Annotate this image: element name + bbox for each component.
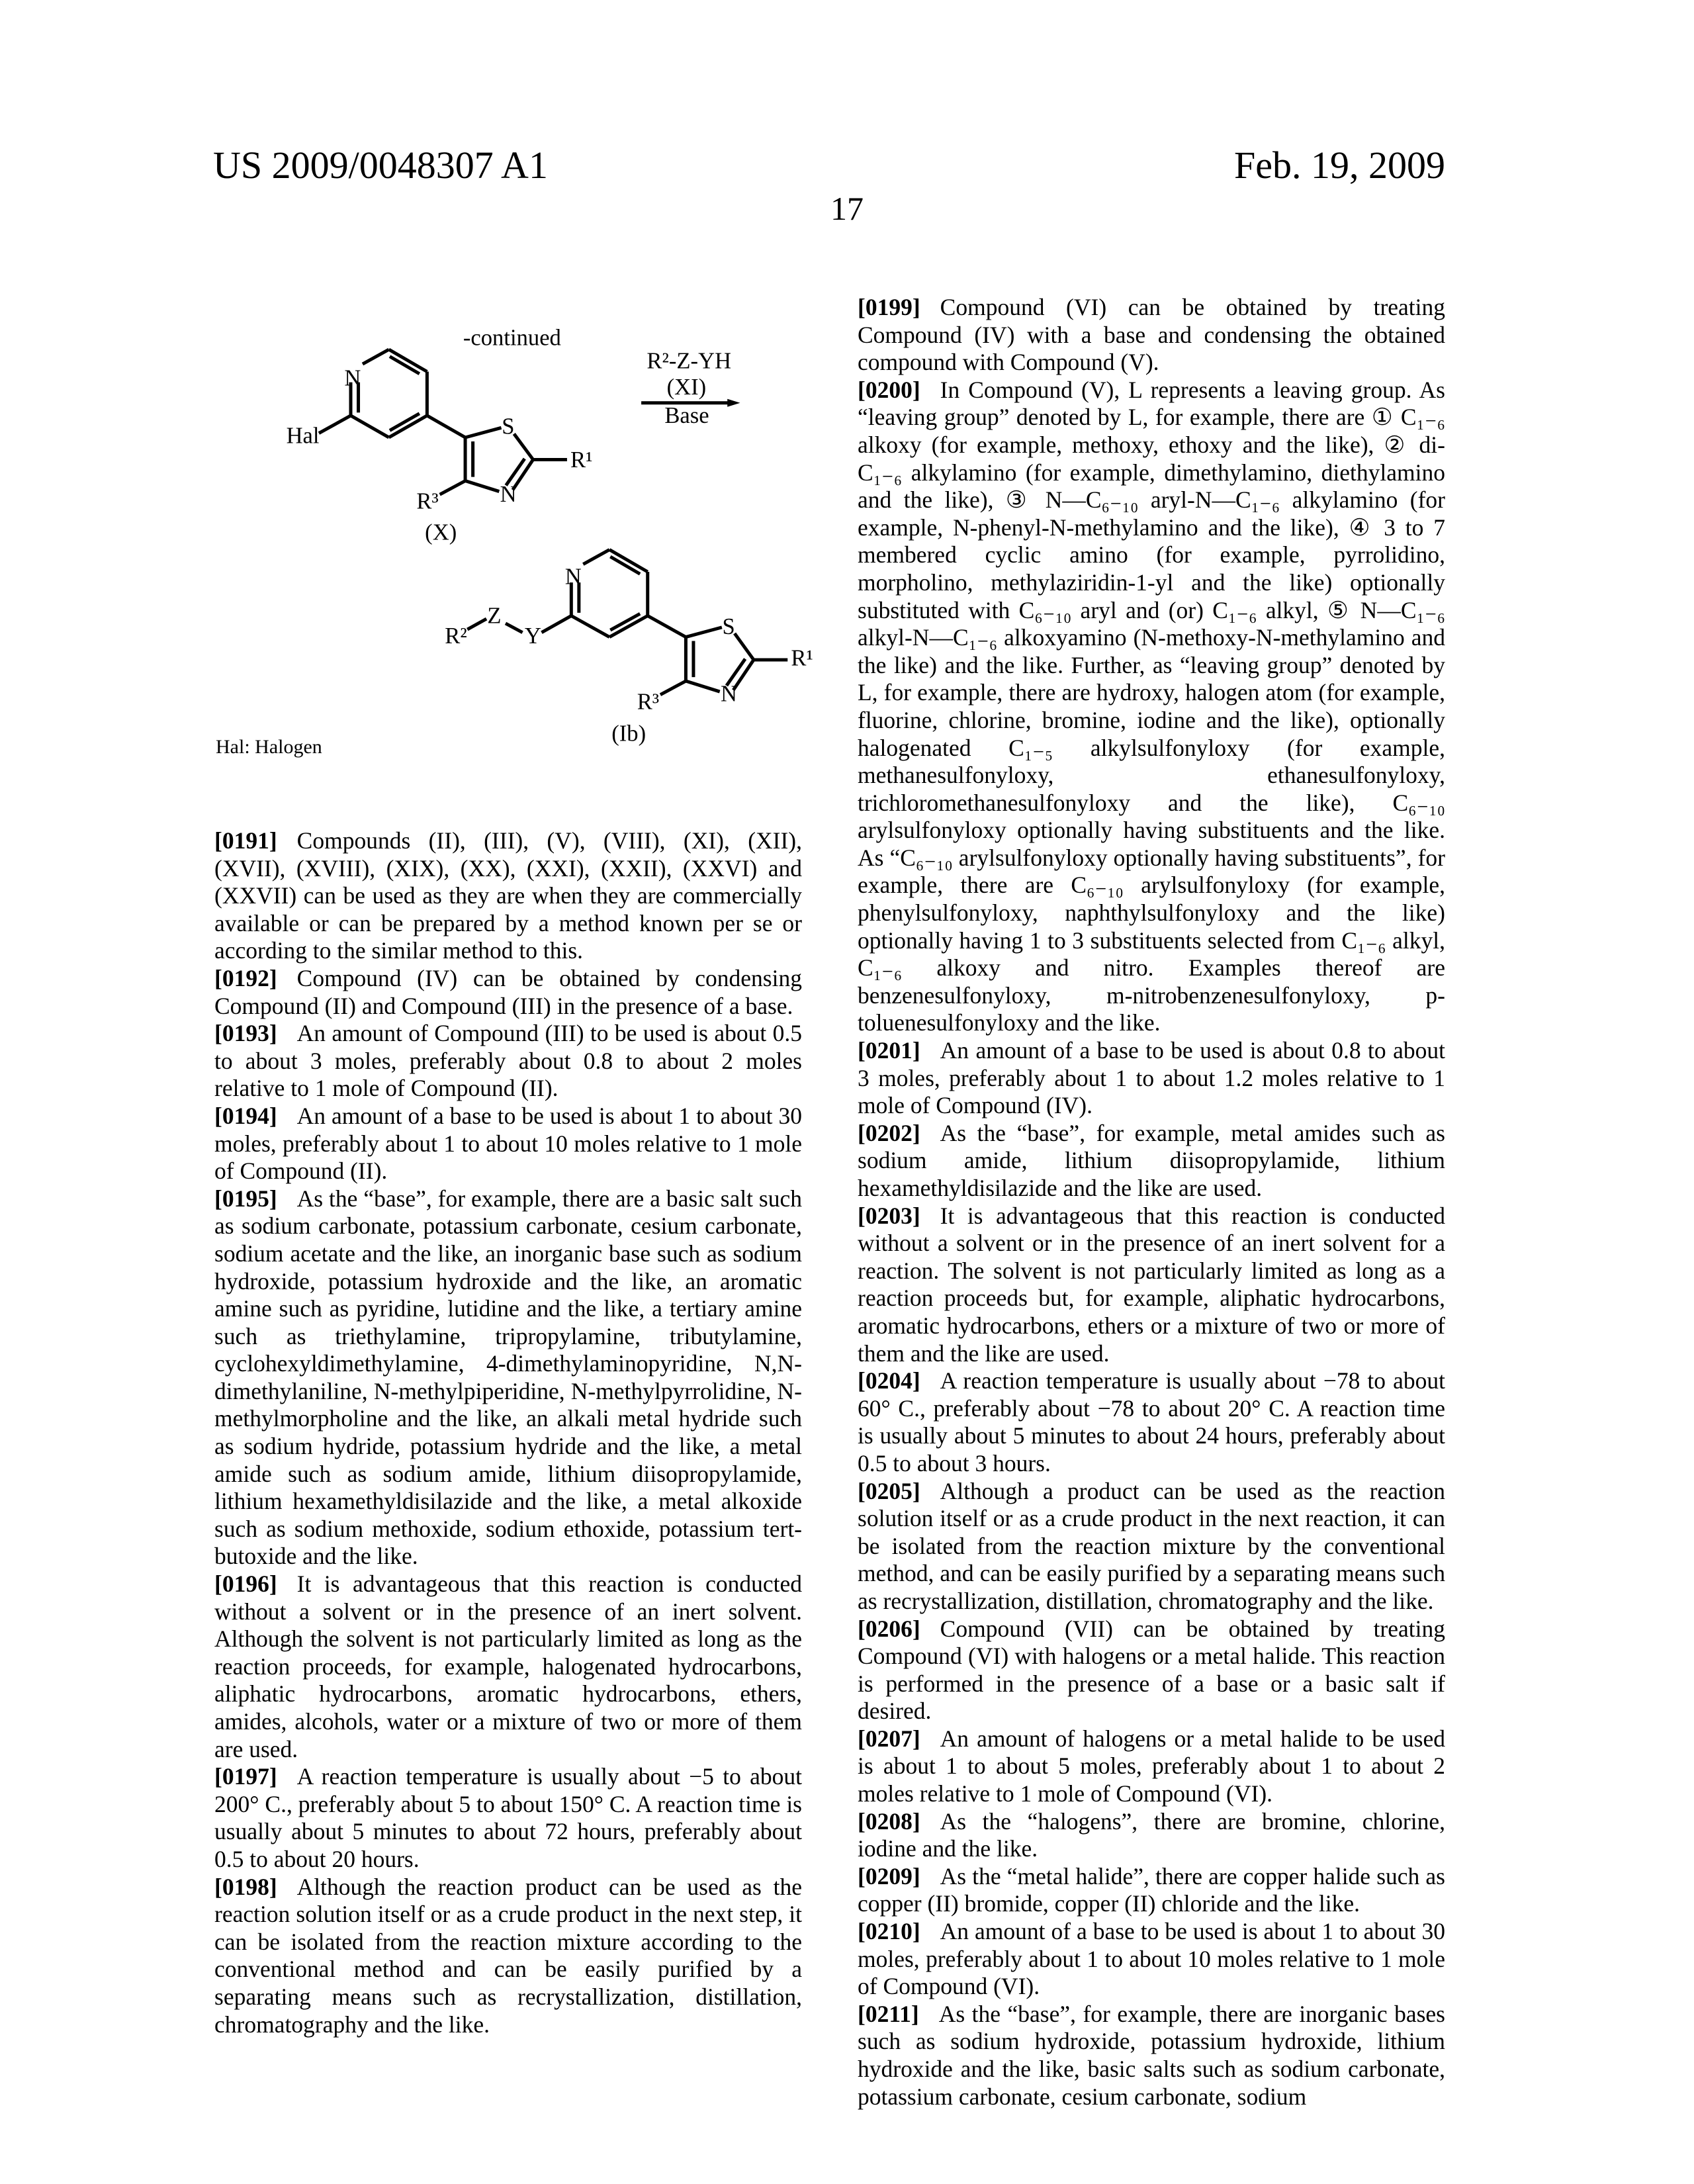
paragraph-number: [0204] <box>858 1367 920 1394</box>
paragraph-number: [0210] <box>858 1918 920 1944</box>
paragraph-number: [0195] <box>214 1185 277 1212</box>
continued-label: -continued <box>463 325 561 350</box>
bond-lines <box>319 349 787 695</box>
publication-date: Feb. 19, 2009 <box>1234 144 1445 187</box>
compound-x-label: (X) <box>425 520 457 545</box>
paragraph <box>214 1103 802 1185</box>
condition-label: Base <box>664 403 709 428</box>
paragraph <box>858 1478 1445 1615</box>
atom-s: S <box>723 614 735 639</box>
paragraph <box>858 1808 1445 1863</box>
paragraph-text: Although a product can be used as the reaction solution itself or as a crude product in the next reaction, it can be isolated from the reaction mixture by the conventional method, and can be easily purified by a separating means such as recrystallization, distillation, chromatography and the like. <box>858 1478 1445 1614</box>
atom-s: S <box>502 414 514 439</box>
paragraph-text: As the “base”, for example, there are inorganic bases such as sodium hydroxide, potassium hydroxide, lithium hydroxide and the like, basic salts such as sodium carbonate, potassium carbonate, cesium carbonate, sodium <box>858 2001 1445 2110</box>
paragraph-number: [0207] <box>858 1725 920 1752</box>
atom-n: N <box>565 564 582 589</box>
paragraph-text: A reaction temperature is usually about −78 to about 60° C., preferably about −78 to about 20° C. A reaction time is usually about 5 minutes to about 24 hours, preferably about 0.5 to about 3 hours. <box>858 1367 1445 1477</box>
paragraph <box>214 1874 802 2039</box>
paragraph-text: Although the reaction product can be used as the reaction solution itself or as a crude product in the next step, it can be isolated from the reaction mixture according to the conventional method and can be easily purified by a separating means such as recrystallization, distillation, chromatography and the like. <box>214 1874 802 2038</box>
paragraph-text: A reaction temperature is usually about −5 to about 200° C., preferably about 5 to about 150° C. A reaction time is usually about 5 minutes to about 72 hours, preferably about 0.5 to about 20 hours. <box>214 1763 802 1872</box>
atom-r3: R³ <box>637 689 659 714</box>
paragraph-number: [0197] <box>214 1763 277 1790</box>
paragraph <box>214 1570 802 1763</box>
paragraph-text: Compound (VII) can be obtained by treating Compound (VI) with halogens or a metal halide. This reaction is performed in the presence of a base or a basic salt if desired. <box>858 1615 1445 1725</box>
atom-z: Z <box>487 603 501 628</box>
paragraph-text: Compound (VI) can be obtained by treating Compound (IV) with a base and condensing the obtained compound with Compound (V). <box>858 294 1445 375</box>
paragraph <box>858 1863 1445 1918</box>
paragraph-text: As the “halogens”, there are bromine, chlorine, iodine and the like. <box>858 1808 1445 1862</box>
paragraph-text: An amount of a base to be used is about 0.8 to about 3 moles, preferably about 1 to about 1.2 moles relative to 1 mole of Compound (IV). <box>858 1037 1445 1118</box>
paragraph-number: [0193] <box>214 1020 277 1046</box>
reaction-scheme <box>185 291 847 768</box>
paragraph-number: [0211] <box>858 2001 919 2027</box>
reagent-label: R²-Z-YH <box>646 349 731 374</box>
paragraph-number: [0200] <box>858 377 920 403</box>
paragraph-text: It is advantageous that this reaction is conducted without a solvent or in the presence of an inert solvent for a reaction. The solvent is not particularly limited as long as a reaction proceeds but, for example, aliphatic hydrocarbons, aromatic hydrocarbons, ethers or a mixture of two or more of them and the like are used. <box>858 1203 1445 1367</box>
paragraph-number: [0208] <box>858 1808 920 1835</box>
arrow-head-icon <box>727 399 740 407</box>
paragraph-number: [0196] <box>214 1570 277 1597</box>
paragraph-text: An amount of Compound (III) to be used is about 0.5 to about 3 moles, preferably about 0.8 to about 2 moles relative to 1 mole of Compound (II). <box>214 1020 802 1101</box>
paragraph <box>858 1037 1445 1120</box>
paragraph-text: As the “metal halide”, there are copper halide such as copper (II) bromide, copper (II) chloride and the like. <box>858 1863 1445 1917</box>
left-column <box>214 827 802 2038</box>
paragraph-text: As the “base”, for example, there are a basic salt such as sodium carbonate, potassium carbonate, cesium carbonate, sodium acetate and the like, an inorganic base such as sodium hydroxide, potassium hydroxide and the like, an aromatic amine such as pyridine, lutidine and the like, a tertiary amine such as triethylamine, tripropylamine, tributylamine, cyclohexyldimethylamine, 4-dimethylaminopyridine, N,N-dimethylaniline, N-methylpiperidine, N-methylpyrrolidine, N-methylmorpholine and the like, an alkali metal hydride such as sodium hydride, potassium hydride and the like, a metal amide such as sodium amide, lithium diisopropylamide, lithium hexamethyldisilazide and the like, a metal alkoxide such as sodium methoxide, sodium ethoxide, potassium tert-butoxide and the like. <box>214 1185 802 1570</box>
paragraph <box>214 1763 802 1873</box>
paragraph-number: [0205] <box>858 1478 920 1504</box>
paragraph <box>214 1020 802 1103</box>
paragraph-number: [0201] <box>858 1037 920 1064</box>
compound-ib-label: (Ib) <box>611 721 646 747</box>
paragraph <box>858 1120 1445 1203</box>
paragraph-number: [0206] <box>858 1615 920 1642</box>
atom-n: N <box>344 365 361 390</box>
page-number: 17 <box>0 189 1694 228</box>
paragraph-number: [0199] <box>858 294 920 320</box>
paragraph-text: An amount of halogens or a metal halide to be used is about 1 to about 5 moles, preferably about 1 to about 2 moles relative to 1 mole of Compound (VI). <box>858 1725 1445 1807</box>
atom-y: Y <box>525 623 541 649</box>
paragraph-text: An amount of a base to be used is about 1 to about 30 moles, preferably about 1 to about 10 moles relative to 1 mole of Compound (II). <box>214 1103 802 1184</box>
paragraph-number: [0198] <box>214 1874 277 1900</box>
paragraph-number: [0203] <box>858 1203 920 1229</box>
paragraph <box>858 377 1445 1037</box>
paragraph-number: [0194] <box>214 1103 277 1129</box>
paragraph <box>214 1185 802 1570</box>
atom-n: N <box>721 681 737 706</box>
paragraph-text: In Compound (V), L represents a leaving group. As “leaving group” denoted by L, for example, there are ① C₁₋₆ alkoxy (for example, methoxy, ethoxy and the like), ② di-C₁₋₆ alkylamino (for example, dimethylamino, diethylamino and the like), ③ N—C₆₋₁₀ aryl-N—C₁₋₆ alkylamino (for example, N-phenyl-N-methylamino and the like), ④ 3 to 7 membered cyclic amino (for example, pyrrolidino, morpholino, methylaziridin-1-yl and the like) optionally substituted with C₆₋₁₀ aryl and (or) C₁₋₆ alkyl, ⑤ N—C₁₋₆ alkyl-N—C₁₋₆ alkoxyamino (N-methoxy-N-methylamino and the like) and the like. Further, as “leaving group” denoted by L, for example, there are hydroxy, halogen atom (for example, fluorine, chlorine, bromine, iodine and the like), optionally halogenated C₁₋₅ alkylsulfonyloxy (for example, methanesulfonyloxy, ethanesulfonyloxy, trichloromethanesulfonyloxy and the like), C₆₋₁₀ arylsulfonyloxy optionally having substituents and the like. As “C₆₋₁₀ arylsulfonyloxy optionally having substituents”, for example, there are C₆₋₁₀ arylsulfonyloxy (for example, phenylsulfonyloxy, naphthylsulfonyloxy and the like) optionally having 1 to 3 substituents selected from C₁₋₆ alkyl, C₁₋₆ alkoxy and nitro. Examples thereof are benzenesulfonyloxy, m-nitrobenzenesulfonyloxy, p-toluenesulfonyloxy and the like. <box>858 377 1445 1036</box>
paragraph <box>858 1918 1445 2001</box>
paragraph-number: [0191] <box>214 827 277 854</box>
atom-r1: R¹ <box>791 645 813 670</box>
atom-r2: R² <box>445 623 467 649</box>
paragraph <box>214 827 802 965</box>
paragraph <box>858 1615 1445 1725</box>
paragraph <box>214 965 802 1020</box>
paragraph <box>858 294 1445 377</box>
paragraph <box>858 2001 1445 2111</box>
paragraph-number: [0209] <box>858 1863 920 1889</box>
paragraph-text: Compounds (II), (III), (V), (VIII), (XI), (XII), (XVII), (XVIII), (XIX), (XX), (XXI), (XXII), (XXVI) and (XXVII) can be used as they are when they are commercially available or can be prepared by a method known per se or according to the similar method to this. <box>214 827 802 964</box>
paragraph-number: [0202] <box>858 1120 920 1146</box>
atom-r1: R¹ <box>570 447 592 473</box>
publication-number: US 2009/0048307 A1 <box>213 144 548 187</box>
paragraph <box>858 1367 1445 1477</box>
compound-ib-structure <box>467 550 787 695</box>
halogen-footnote: Hal: Halogen <box>216 736 322 758</box>
paragraph-text: An amount of a base to be used is about 1 to about 30 moles, preferably about 1 to about 10 moles relative to 1 mole of Compound (VI). <box>858 1918 1445 1999</box>
paragraph-text: As the “base”, for example, metal amides such as sodium amide, lithium diisopropylamide, lithium hexamethyldisilazide and the like are used. <box>858 1120 1445 1201</box>
reagent-id: (XI) <box>667 375 707 400</box>
atom-hal: Hal <box>287 424 320 449</box>
paragraph-text: Compound (IV) can be obtained by condensing Compound (II) and Compound (III) in the presence of a base. <box>214 965 802 1019</box>
paragraph-number: [0192] <box>214 965 277 991</box>
atom-n: N <box>500 482 517 507</box>
paragraph-text: It is advantageous that this reaction is conducted without a solvent or in the presence of an inert solvent. Although the solvent is not particularly limited as long as the reaction proceeds, for example, halogenated hydrocarbons, aliphatic hydrocarbons, aromatic hydrocarbons, ethers, amides, alcohols, water or a mixture of two or more of them are used. <box>214 1570 802 1762</box>
atom-r3: R³ <box>416 488 438 514</box>
paragraph <box>858 1725 1445 1808</box>
right-column <box>858 294 1445 2111</box>
paragraph <box>858 1203 1445 1368</box>
